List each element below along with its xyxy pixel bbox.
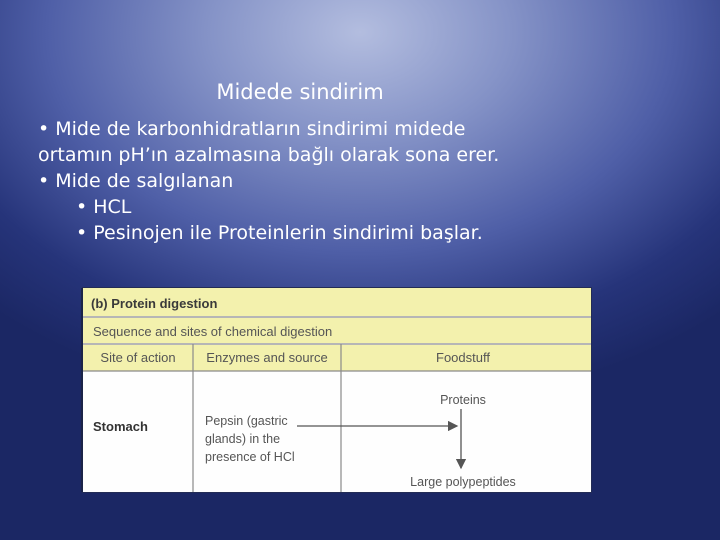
bullet-3: • HCL [76,196,132,218]
column-header-site: Site of action [100,350,176,365]
bullet-4: • Pesinojen ile Proteinlerin sindirimi başlar. [76,222,483,244]
bullet-2: • Mide de salgılanan [38,170,234,192]
enzyme-line-3: presence of HCl [205,450,295,464]
figure-heading: (b) Protein digestion [91,296,218,311]
slide-title: Midede sindirim [216,80,384,104]
digestion-table [83,288,591,492]
column-header-enzymes: Enzymes and source [206,350,328,365]
protein-digestion-figure [83,288,591,492]
enzyme-line-1: Pepsin (gastric [205,414,288,428]
food-large-polypeptides: Large polypeptides [410,475,516,489]
bullet-1-line-1: • Mide de karbonhidratların sindirimi midede [38,118,466,140]
slide-body [38,116,698,246]
bullet-1-line-2: ortamın pH’ın azalmasına bağlı olarak sona erer. [38,144,500,166]
enzyme-line-2: glands) in the [205,432,281,446]
figure-subheading: Sequence and sites of chemical digestion [93,324,333,339]
food-proteins: Proteins [440,393,486,407]
column-header-foodstuff: Foodstuff [436,350,490,365]
row-site-stomach: Stomach [93,419,148,434]
